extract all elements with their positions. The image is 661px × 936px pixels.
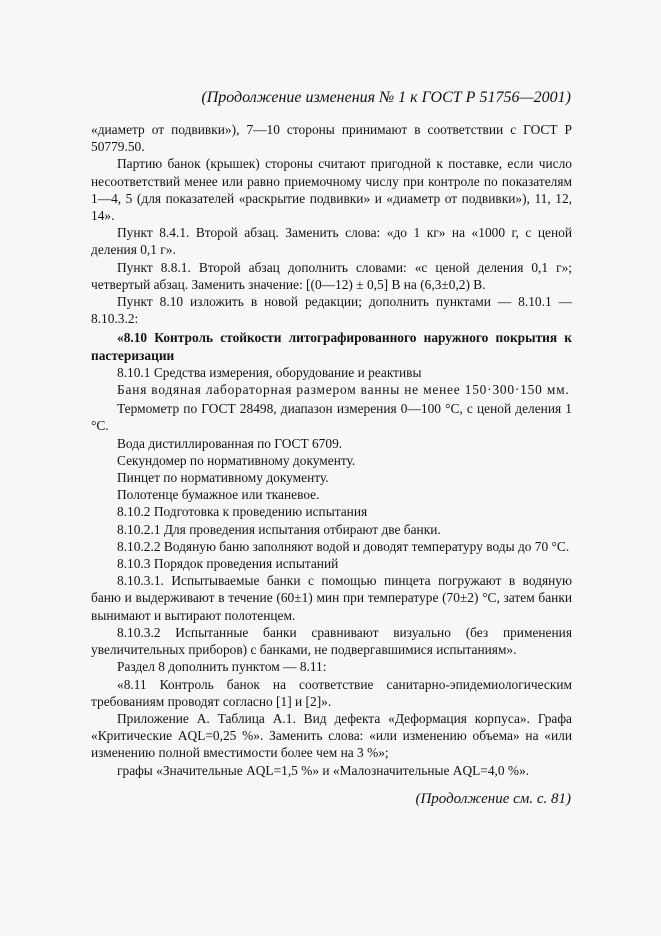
- paragraph: Раздел 8 дополнить пунктом — 8.11:: [117, 659, 327, 675]
- subsection-heading: 8.10.1 Средства измерения, оборудование и реактивы: [117, 364, 422, 380]
- paragraph: Баня водяная лабораторная размером ванны не менее 150·300·150 мм.: [117, 382, 570, 398]
- paragraph: Пункт 8.10 изложить в новой редакции; дополнить пунктами — 8.10.1 —8.10.3.2:: [91, 294, 572, 327]
- paragraph: Партию банок (крышек) стороны считают пригодной к поставке, если число несоответствий менее или равно приемочному числу при контроле по показателям 1—4, 5 (для показателей «раскрытие подвивки» и «диаметр от подвивки»), 11, 12, 14».: [91, 156, 572, 224]
- running-header: (Продолжение изменения № 1 к ГОСТ Р 51756—2001): [201, 89, 571, 106]
- paragraph: Вода дистиллированная по ГОСТ 6709.: [117, 435, 343, 451]
- paragraph: Термометр по ГОСТ 28498, диапазон измерения 0—100 °С, с ценой деления 1 °С.: [91, 401, 572, 434]
- paragraph: Полотенце бумажное или тканевое.: [117, 487, 320, 503]
- paragraph: «8.11 Контроль банок на соответствие санитарно-эпидемиологическим требованиям проводят согласно [1] и [2]».: [91, 676, 572, 709]
- subsection-heading: 8.10.2 Подготовка к проведению испытания: [117, 504, 368, 520]
- paragraph: Приложение А. Таблица А.1. Вид дефекта «Деформация корпуса». Графа «Критические AQL=0,25 %». Заменить слова: «или изменению объема» на «или изменению полной вместимости более чем на 3 %»;: [91, 710, 572, 761]
- paragraph: Секундомер по нормативному документу.: [117, 452, 356, 468]
- paragraph: 8.10.2.1 Для проведения испытания отбирают две банки.: [117, 521, 441, 537]
- paragraph: Пункт 8.4.1. Второй абзац. Заменить слова: «до 1 кг» на «1000 г, с ценой деления 0,1 г».: [91, 225, 572, 258]
- subsection-heading: 8.10.3 Порядок проведения испытаний: [117, 556, 339, 572]
- paragraph: Пункт 8.8.1. Второй абзац дополнить словами: «с ценой деления 0,1 г»; четвертый абзац. Заменить значение: [(0—12) ± 0,5] В на (6,3±0,2) В.: [91, 259, 572, 292]
- paragraph: 8.10.3.2 Испытанные банки сравнивают визуально (без применения увеличительных приборов) с банками, не подвергавшимися испытаниям».: [91, 624, 572, 658]
- paragraph: «диаметр от подвивки»), 7—10 стороны принимают в соответствии с ГОСТ Р 50779.50.: [91, 122, 572, 155]
- body-text: [91, 121, 572, 779]
- paragraph: 8.10.3.1. Испытываемые банки с помощью пинцета погружают в водяную баню и выдерживают в течение (60±1) мин при температуре (70±2) °С, затем банки вынимают и вытирают полотенцем.: [91, 573, 572, 623]
- continuation-note: (Продолжение см. с. 81): [415, 791, 571, 807]
- section-heading: «8.10 Контроль стойкости литографированного наружного покрытия к пастеризации: [91, 330, 572, 363]
- paragraph: 8.10.2.2 Водяную баню заполняют водой и доводят температуру воды до 70 °С.: [117, 538, 570, 554]
- paragraph: Пинцет по нормативному документу.: [117, 470, 329, 486]
- paragraph: графы «Значительные AQL=1,5 %» и «Малозначительные AQL=4,0 %».: [117, 762, 530, 778]
